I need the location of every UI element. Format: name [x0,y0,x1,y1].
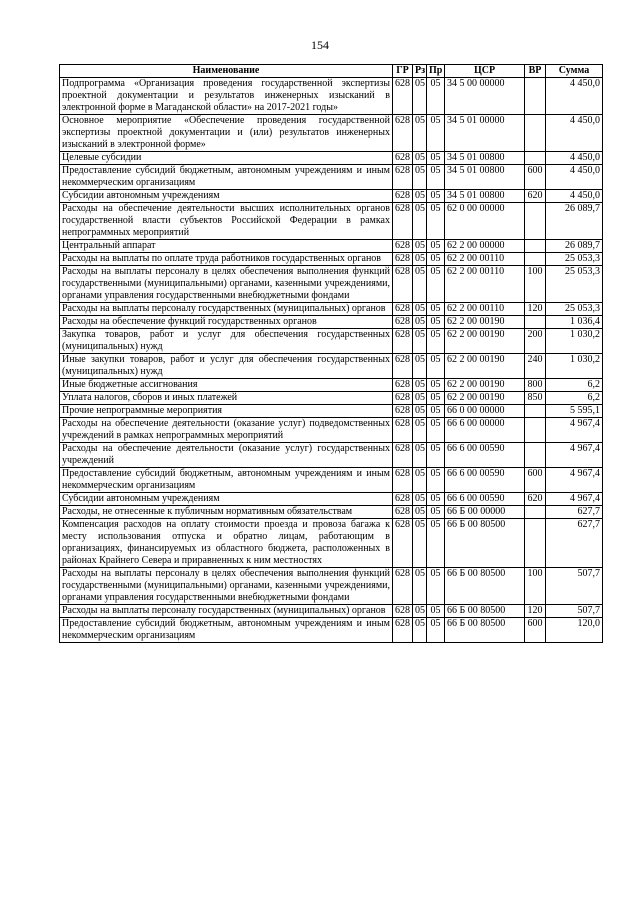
cell-csr: 66 0 00 00000 [445,405,525,418]
cell-gr: 628 [393,152,413,165]
cell-gr: 628 [393,165,413,190]
cell-csr: 34 5 01 00800 [445,165,525,190]
cell-sum: 25 053,3 [546,266,603,303]
table-row [60,506,603,519]
cell-name: Закупка товаров, работ и услуг для обеспечения государственных (муниципальных) нужд [60,329,393,354]
cell-rz: 05 [413,152,427,165]
cell-rz: 05 [413,115,427,152]
cell-gr: 628 [393,379,413,392]
cell-gr: 628 [393,443,413,468]
cell-csr: 66 Б 00 80500 [445,519,525,568]
table-row [60,253,603,266]
cell-vr: 620 [525,190,546,203]
cell-name: Расходы на обеспечение деятельности (оказание услуг) государственных учреждений [60,443,393,468]
cell-csr: 66 6 00 00000 [445,418,525,443]
cell-name: Компенсация расходов на оплату стоимости проезда и провоза багажа к месту использования отпуска и обратно лицам, работающим в организациях, финансируемых из областного бюджета, расположенных в районах Крайнего Севера и приравненных к ним местностях [60,519,393,568]
cell-name: Субсидии автономным учреждениям [60,190,393,203]
table-row [60,190,603,203]
cell-vr [525,203,546,240]
cell-rz: 05 [413,392,427,405]
cell-sum: 4 450,0 [546,115,603,152]
cell-name: Иные бюджетные ассигнования [60,379,393,392]
cell-csr: 66 6 00 00590 [445,468,525,493]
cell-name: Расходы на выплаты персоналу государственных (муниципальных) органов [60,605,393,618]
cell-pr: 05 [427,605,445,618]
cell-gr: 628 [393,568,413,605]
cell-vr [525,253,546,266]
cell-gr: 628 [393,266,413,303]
cell-gr: 628 [393,316,413,329]
table-row [60,152,603,165]
cell-rz: 05 [413,468,427,493]
cell-vr [525,519,546,568]
cell-pr: 05 [427,379,445,392]
cell-gr: 628 [393,203,413,240]
cell-csr: 66 Б 00 80500 [445,605,525,618]
cell-name: Расходы на выплаты персоналу в целях обеспечения выполнения функций государственными (муниципальными) органами, казенными учреждениями, органами управления государственными внебюджетными фондами [60,266,393,303]
table-row [60,392,603,405]
cell-vr [525,115,546,152]
cell-vr: 620 [525,493,546,506]
cell-name: Предоставление субсидий бюджетным, автономным учреждениям и иным некоммерческим организациям [60,468,393,493]
cell-pr: 05 [427,506,445,519]
cell-sum: 4 450,0 [546,78,603,115]
cell-sum: 4 450,0 [546,165,603,190]
cell-sum: 4 967,4 [546,468,603,493]
cell-sum: 4 967,4 [546,418,603,443]
cell-gr: 628 [393,468,413,493]
cell-sum: 507,7 [546,605,603,618]
cell-rz: 05 [413,493,427,506]
cell-pr: 05 [427,316,445,329]
cell-sum: 25 053,3 [546,253,603,266]
cell-vr: 600 [525,468,546,493]
cell-rz: 05 [413,303,427,316]
table-row [60,418,603,443]
cell-name: Расходы на обеспечение деятельности высших исполнительных органов государственной власти субъектов Российской Федерации в рамках непрограммных мероприятий [60,203,393,240]
cell-sum: 4 450,0 [546,190,603,203]
cell-rz: 05 [413,316,427,329]
cell-csr: 62 2 00 00190 [445,354,525,379]
cell-name: Прочие непрограммные мероприятия [60,405,393,418]
cell-csr: 34 5 01 00000 [445,115,525,152]
table-row [60,165,603,190]
cell-csr: 62 2 00 00190 [445,329,525,354]
cell-sum: 1 030,2 [546,354,603,379]
cell-vr [525,240,546,253]
cell-rz: 05 [413,78,427,115]
table-row [60,605,603,618]
cell-pr: 05 [427,78,445,115]
cell-name: Расходы на обеспечение деятельности (оказание услуг) подведомственных учреждений в рамках непрограммных мероприятий [60,418,393,443]
header-gr: ГР [393,65,413,78]
cell-csr: 62 0 00 00000 [445,203,525,240]
cell-rz: 05 [413,354,427,379]
header-vr: ВР [525,65,546,78]
cell-vr: 800 [525,379,546,392]
table-row [60,203,603,240]
cell-rz: 05 [413,379,427,392]
cell-sum: 6,2 [546,392,603,405]
cell-rz: 05 [413,443,427,468]
cell-rz: 05 [413,618,427,643]
cell-gr: 628 [393,519,413,568]
cell-csr: 34 5 01 00800 [445,190,525,203]
cell-pr: 05 [427,240,445,253]
cell-gr: 628 [393,493,413,506]
cell-gr: 628 [393,78,413,115]
cell-vr [525,405,546,418]
header-name: Наименование [60,65,393,78]
cell-pr: 05 [427,468,445,493]
cell-name: Целевые субсидии [60,152,393,165]
cell-gr: 628 [393,115,413,152]
cell-rz: 05 [413,405,427,418]
cell-rz: 05 [413,253,427,266]
cell-gr: 628 [393,618,413,643]
cell-rz: 05 [413,519,427,568]
cell-name: Расходы, не отнесенные к публичным нормативным обязательствам [60,506,393,519]
cell-vr: 120 [525,605,546,618]
cell-rz: 05 [413,605,427,618]
cell-pr: 05 [427,266,445,303]
cell-vr: 600 [525,165,546,190]
cell-sum: 4 967,4 [546,443,603,468]
cell-name: Расходы на выплаты персоналу государственных (муниципальных) органов [60,303,393,316]
cell-pr: 05 [427,443,445,468]
cell-gr: 628 [393,605,413,618]
header-rz: Рз [413,65,427,78]
cell-pr: 05 [427,568,445,605]
header-csr: ЦСР [445,65,525,78]
cell-vr: 100 [525,568,546,605]
cell-pr: 05 [427,405,445,418]
cell-rz: 05 [413,418,427,443]
cell-sum: 25 053,3 [546,303,603,316]
cell-csr: 34 5 00 00000 [445,78,525,115]
cell-pr: 05 [427,303,445,316]
cell-gr: 628 [393,240,413,253]
cell-rz: 05 [413,266,427,303]
table-row [60,240,603,253]
cell-csr: 62 2 00 00000 [445,240,525,253]
cell-csr: 66 6 00 00590 [445,443,525,468]
cell-gr: 628 [393,253,413,266]
cell-rz: 05 [413,190,427,203]
cell-gr: 628 [393,405,413,418]
cell-name: Расходы на выплаты по оплате труда работников государственных органов [60,253,393,266]
cell-vr [525,418,546,443]
cell-sum: 26 089,7 [546,203,603,240]
header-sum: Сумма [546,65,603,78]
table-row [60,618,603,643]
cell-pr: 05 [427,203,445,240]
cell-name: Расходы на выплаты персоналу в целях обеспечения выполнения функций государственными (муниципальными) органами, казенными учреждениями, органами управления государственными внебюджетными фондами [60,568,393,605]
cell-pr: 05 [427,493,445,506]
cell-rz: 05 [413,506,427,519]
cell-name: Уплата налогов, сборов и иных платежей [60,392,393,405]
cell-name: Предоставление субсидий бюджетным, автономным учреждениям и иным некоммерческим организациям [60,165,393,190]
header-pr: Пр [427,65,445,78]
cell-csr: 62 2 00 00110 [445,266,525,303]
cell-sum: 4 967,4 [546,493,603,506]
cell-pr: 05 [427,253,445,266]
cell-vr: 120 [525,303,546,316]
cell-vr [525,78,546,115]
cell-name: Предоставление субсидий бюджетным, автономным учреждениям и иным некоммерческим организациям [60,618,393,643]
cell-sum: 4 450,0 [546,152,603,165]
cell-csr: 62 2 00 00190 [445,392,525,405]
cell-pr: 05 [427,165,445,190]
cell-sum: 1 036,4 [546,316,603,329]
cell-name: Подпрограмма «Организация проведения государственной экспертизы проектной документации и результатов инженерных изысканий в электронной форме в Магаданской области» на 2017-2021 годы» [60,78,393,115]
cell-name: Расходы на обеспечение функций государственных органов [60,316,393,329]
page-number: 154 [311,38,329,52]
cell-vr: 850 [525,392,546,405]
cell-csr: 62 2 00 00110 [445,253,525,266]
cell-sum: 627,7 [546,519,603,568]
cell-name: Основное мероприятие «Обеспечение проведения государственной экспертизы проектной документации и (или) результатов инженерных изысканий в электронной форме» [60,115,393,152]
cell-sum: 6,2 [546,379,603,392]
cell-csr: 62 2 00 00190 [445,316,525,329]
cell-gr: 628 [393,303,413,316]
cell-pr: 05 [427,190,445,203]
table-row [60,405,603,418]
table-row [60,519,603,568]
cell-pr: 05 [427,115,445,152]
cell-sum: 5 595,1 [546,405,603,418]
cell-pr: 05 [427,618,445,643]
cell-csr: 62 2 00 00110 [445,303,525,316]
cell-rz: 05 [413,240,427,253]
cell-vr: 100 [525,266,546,303]
cell-sum: 26 089,7 [546,240,603,253]
table-row [60,468,603,493]
table-row [60,493,603,506]
cell-rz: 05 [413,568,427,605]
table-header-row [60,65,603,78]
table-row [60,303,603,316]
cell-vr [525,316,546,329]
cell-rz: 05 [413,329,427,354]
cell-vr [525,443,546,468]
table-row [60,354,603,379]
cell-vr: 600 [525,618,546,643]
table-row [60,568,603,605]
table-row [60,115,603,152]
cell-gr: 628 [393,418,413,443]
table-body [60,78,603,643]
cell-csr: 62 2 00 00190 [445,379,525,392]
cell-csr: 66 Б 00 00000 [445,506,525,519]
table-row [60,443,603,468]
cell-pr: 05 [427,418,445,443]
table-row [60,78,603,115]
cell-gr: 628 [393,506,413,519]
cell-csr: 66 Б 00 80500 [445,568,525,605]
cell-vr: 240 [525,354,546,379]
budget-table [59,64,603,643]
cell-gr: 628 [393,354,413,379]
cell-gr: 628 [393,190,413,203]
cell-csr: 66 6 00 00590 [445,493,525,506]
table-row [60,266,603,303]
cell-csr: 66 Б 00 80500 [445,618,525,643]
cell-gr: 628 [393,329,413,354]
cell-pr: 05 [427,392,445,405]
table-row [60,316,603,329]
cell-sum: 627,7 [546,506,603,519]
cell-rz: 05 [413,203,427,240]
cell-name: Иные закупки товаров, работ и услуг для обеспечения государственных (муниципальных) нужд [60,354,393,379]
cell-vr: 200 [525,329,546,354]
cell-gr: 628 [393,392,413,405]
cell-vr [525,152,546,165]
table-row [60,379,603,392]
cell-sum: 1 030,2 [546,329,603,354]
cell-pr: 05 [427,152,445,165]
cell-pr: 05 [427,354,445,379]
cell-pr: 05 [427,329,445,354]
cell-name: Центральный аппарат [60,240,393,253]
cell-rz: 05 [413,165,427,190]
table-row [60,329,603,354]
cell-vr [525,506,546,519]
cell-name: Субсидии автономным учреждениям [60,493,393,506]
cell-sum: 507,7 [546,568,603,605]
cell-csr: 34 5 01 00800 [445,152,525,165]
cell-pr: 05 [427,519,445,568]
cell-sum: 120,0 [546,618,603,643]
